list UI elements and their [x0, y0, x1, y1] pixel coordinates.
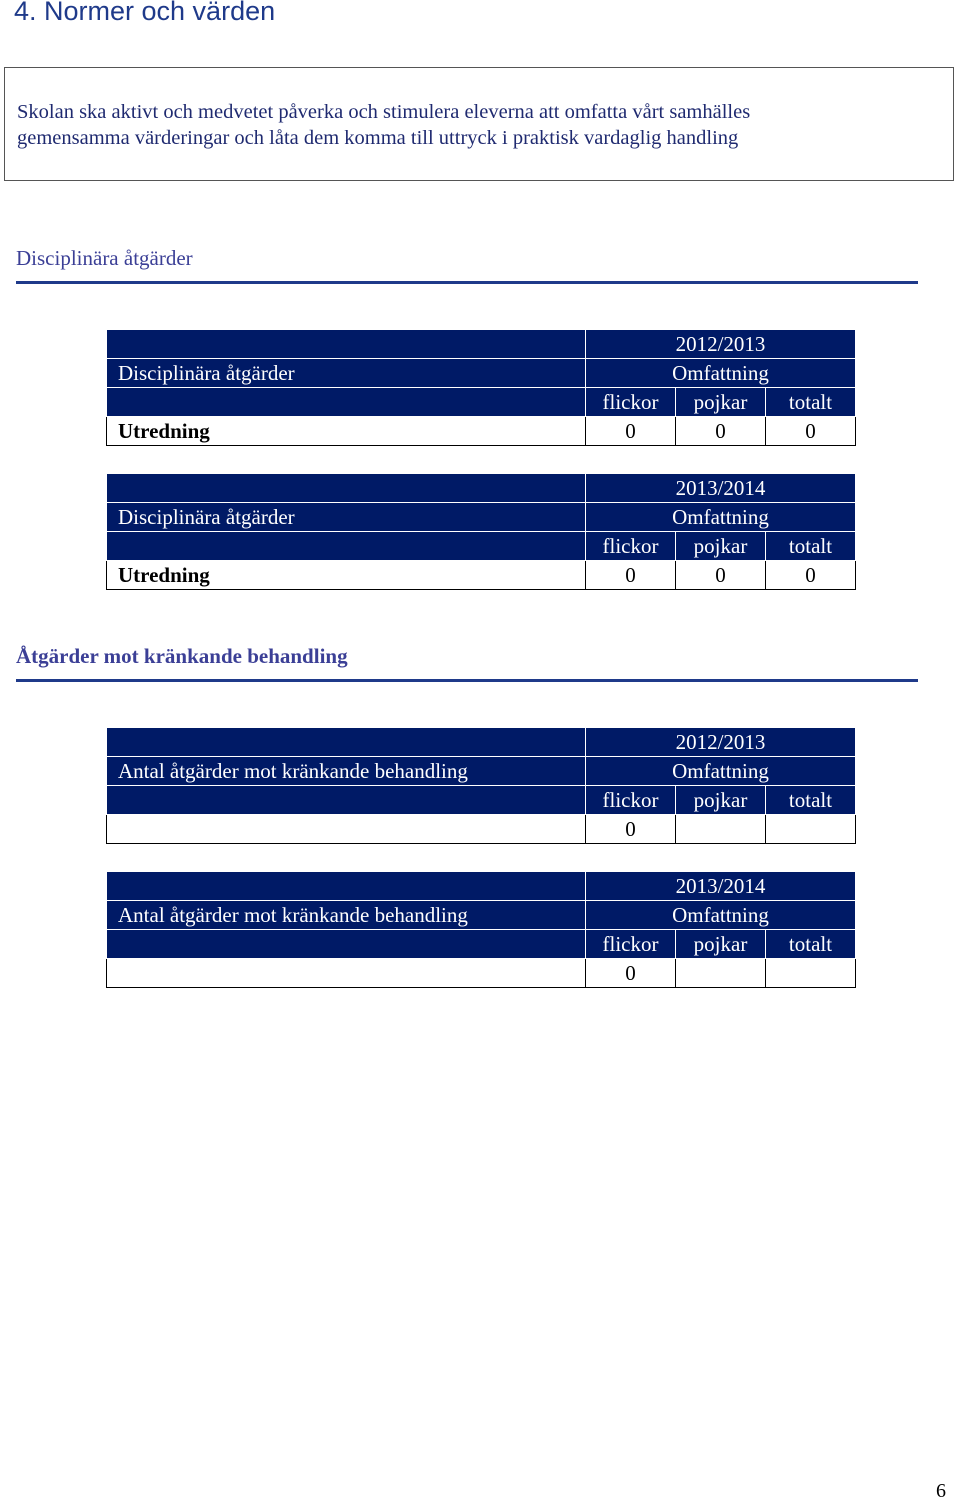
col-header-boys: pojkar — [676, 388, 766, 417]
year-header: 2012/2013 — [586, 330, 856, 359]
scope-header: Omfattning — [586, 901, 856, 930]
col-header-boys: pojkar — [676, 786, 766, 815]
year-header: 2013/2014 — [586, 872, 856, 901]
cell-boys: 0 — [676, 561, 766, 590]
cell-total — [766, 959, 856, 988]
col-header-girls: flickor — [586, 388, 676, 417]
col-header-girls: flickor — [586, 532, 676, 561]
table-label: Disciplinära åtgärder — [107, 359, 586, 388]
cell-girls: 0 — [586, 561, 676, 590]
col-header-boys: pojkar — [676, 532, 766, 561]
cell-boys — [676, 815, 766, 844]
scope-header: Omfattning — [586, 503, 856, 532]
col-header-girls: flickor — [586, 786, 676, 815]
cell-total: 0 — [766, 561, 856, 590]
cell-boys: 0 — [676, 417, 766, 446]
cell-total — [766, 815, 856, 844]
cell-boys — [676, 959, 766, 988]
row-label — [107, 959, 586, 988]
intro-line-2: gemensamma värderingar och låta dem komma till uttryck i praktisk vardaglig handling — [17, 127, 739, 149]
table-label: Antal åtgärder mot kränkande behandling — [107, 757, 586, 786]
section-rule — [16, 281, 918, 284]
disciplinary-table-2012 — [106, 329, 856, 446]
col-header-girls: flickor — [586, 930, 676, 959]
page-number: 6 — [936, 1480, 946, 1502]
year-header: 2013/2014 — [586, 474, 856, 503]
col-header-boys: pojkar — [676, 930, 766, 959]
section-title-harassment: Åtgärder mot kränkande behandling — [16, 644, 348, 668]
intro-text — [17, 99, 947, 151]
intro-line-1: Skolan ska aktivt och medvetet påverka och stimulera eleverna att omfatta vårt samhälles — [17, 101, 751, 123]
section-title-disciplinary: Disciplinära åtgärder — [16, 246, 193, 270]
section-heading: 4. Normer och värden — [14, 0, 276, 26]
disciplinary-table-2013 — [106, 473, 856, 590]
header-blank — [107, 872, 586, 901]
scope-header: Omfattning — [586, 757, 856, 786]
cell-girls: 0 — [586, 815, 676, 844]
row-label: Utredning — [107, 417, 586, 446]
col-header-total: totalt — [766, 388, 856, 417]
col-header-total: totalt — [766, 532, 856, 561]
row-label — [107, 815, 586, 844]
table-label: Disciplinära åtgärder — [107, 503, 586, 532]
header-blank — [107, 474, 586, 503]
row-label: Utredning — [107, 561, 586, 590]
header-blank — [107, 388, 586, 417]
cell-total: 0 — [766, 417, 856, 446]
table-label: Antal åtgärder mot kränkande behandling — [107, 901, 586, 930]
header-blank — [107, 786, 586, 815]
intro-box — [4, 67, 954, 181]
header-blank — [107, 930, 586, 959]
scope-header: Omfattning — [586, 359, 856, 388]
cell-girls: 0 — [586, 959, 676, 988]
year-header: 2012/2013 — [586, 728, 856, 757]
cell-girls: 0 — [586, 417, 676, 446]
harassment-table-2013 — [106, 871, 856, 988]
harassment-table-2012 — [106, 727, 856, 844]
section-rule — [16, 679, 918, 682]
col-header-total: totalt — [766, 930, 856, 959]
header-blank — [107, 330, 586, 359]
header-blank — [107, 728, 586, 757]
col-header-total: totalt — [766, 786, 856, 815]
header-blank — [107, 532, 586, 561]
